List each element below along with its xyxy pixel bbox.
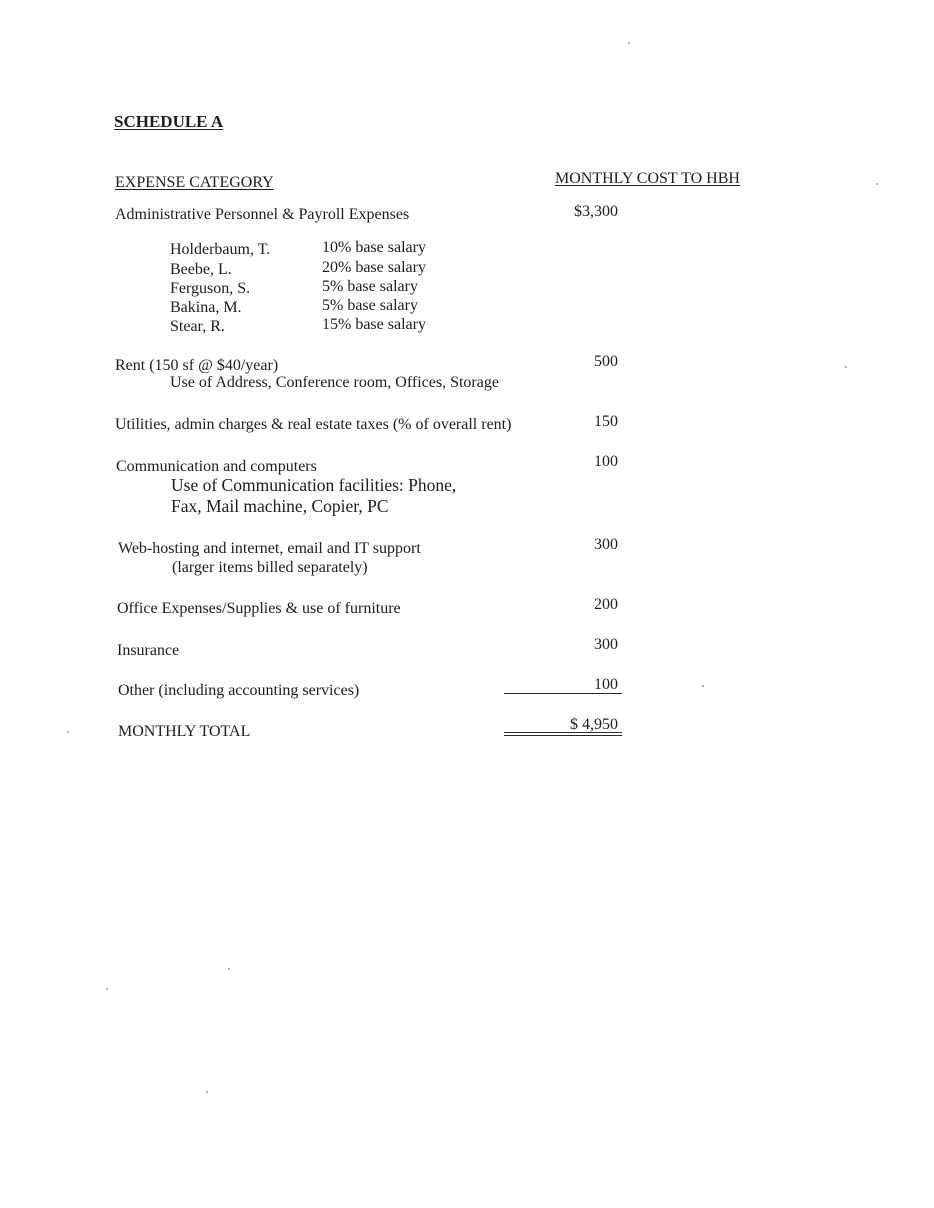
scan-speck — [845, 366, 847, 368]
staff-share: 15% base salary — [322, 316, 426, 333]
monthly-cost-header: MONTHLY COST TO HBH — [555, 170, 740, 187]
staff-share: 20% base salary — [322, 259, 426, 276]
total-underline-2 — [504, 735, 622, 736]
communication-label: Communication and computers — [116, 458, 317, 475]
staff-share: 10% base salary — [322, 239, 426, 256]
scan-speck — [67, 731, 69, 733]
rent-amount: 500 — [594, 353, 618, 370]
web-label: Web-hosting and internet, email and IT support — [118, 540, 421, 557]
total-underline-1 — [504, 732, 622, 733]
communication-amount: 100 — [594, 453, 618, 470]
schedule-title: SCHEDULE A — [114, 112, 224, 131]
admin-label: Administrative Personnel & Payroll Expenses — [115, 206, 410, 223]
communication-detail-line2: Fax, Mail machine, Copier, PC — [171, 496, 389, 516]
web-detail: (larger items billed separately) — [172, 559, 368, 576]
other-label: Other (including accounting services) — [118, 682, 360, 699]
admin-amount: $3,300 — [574, 203, 618, 220]
scan-speck — [228, 968, 230, 970]
utilities-label: Utilities, admin charges & real estate taxes (% of overall rent) — [115, 416, 512, 433]
utilities-amount: 150 — [594, 413, 618, 430]
office-amount: 200 — [594, 596, 618, 613]
total-label: MONTHLY TOTAL — [118, 723, 251, 740]
staff-share: 5% base salary — [322, 297, 418, 314]
scan-speck — [876, 183, 878, 185]
staff-name: Bakina, M. — [170, 299, 242, 316]
other-amount: 100 — [594, 676, 618, 693]
communication-detail-line1: Use of Communication facilities: Phone, — [171, 475, 457, 495]
scan-speck — [206, 1091, 208, 1093]
staff-name: Holderbaum, T. — [170, 241, 271, 258]
total-amount: $ 4,950 — [570, 716, 618, 733]
staff-name: Stear, R. — [170, 318, 225, 335]
insurance-label: Insurance — [117, 642, 180, 659]
office-label: Office Expenses/Supplies & use of furniture — [117, 600, 401, 617]
rent-detail: Use of Address, Conference room, Offices, Storage — [170, 374, 499, 391]
staff-name: Ferguson, S. — [170, 280, 251, 297]
scan-speck — [702, 685, 704, 687]
staff-share: 5% base salary — [322, 278, 418, 295]
scan-speck — [106, 988, 108, 990]
staff-name: Beebe, L. — [170, 261, 232, 278]
expense-category-header: EXPENSE CATEGORY — [115, 174, 274, 191]
insurance-amount: 300 — [594, 636, 618, 653]
other-underline — [504, 693, 622, 694]
scan-speck — [628, 42, 630, 44]
rent-label: Rent (150 sf @ $40/year) — [115, 357, 279, 374]
web-amount: 300 — [594, 536, 618, 553]
